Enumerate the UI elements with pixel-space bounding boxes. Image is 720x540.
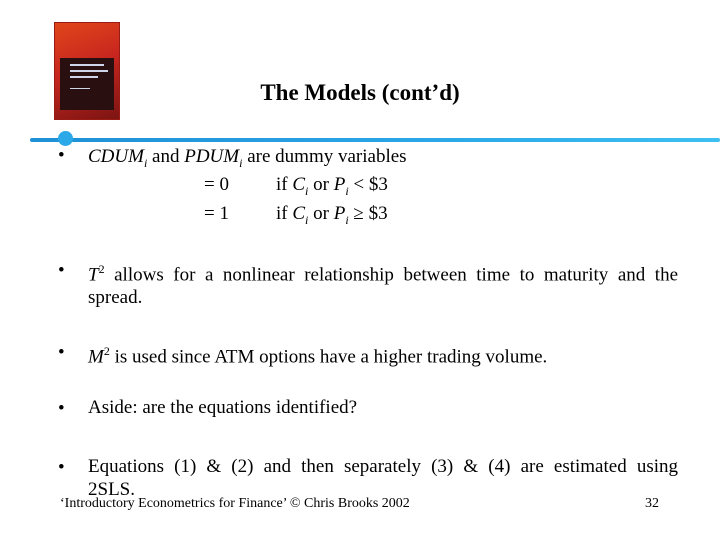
bullet-marker: • bbox=[58, 260, 65, 281]
condition-eq-zero: = 0 bbox=[204, 174, 229, 195]
subscript: i bbox=[345, 212, 349, 227]
text-fragment: is used since ATM options have a higher trading volume. bbox=[109, 346, 548, 368]
subscript: i bbox=[143, 155, 148, 170]
bullet-m-squared bbox=[88, 340, 547, 368]
var-p: P bbox=[333, 203, 346, 224]
bullet-marker: • bbox=[58, 398, 65, 419]
condition-rule-below bbox=[276, 174, 388, 199]
bullet-marker: • bbox=[58, 342, 65, 363]
subscript: i bbox=[345, 183, 349, 198]
text-fragment: or bbox=[308, 174, 334, 195]
book-cover-line bbox=[70, 70, 108, 72]
superscript: 2 bbox=[98, 262, 105, 276]
title-divider-bar bbox=[30, 138, 720, 142]
text-fragment: ≥ $3 bbox=[348, 203, 388, 224]
bullet-t-squared bbox=[88, 258, 678, 309]
footer-source: ‘Introductory Econometrics for Finance’ © Chris Brooks 2002 bbox=[60, 496, 410, 511]
var-pdum: PDUM bbox=[184, 146, 240, 167]
superscript: 2 bbox=[103, 344, 110, 358]
text-fragment: spread. bbox=[88, 287, 143, 309]
subscript: i bbox=[305, 212, 309, 227]
subscript: i bbox=[305, 183, 309, 198]
text-fragment: Equations (1) & (2) and then separately (3) & (4) are estimated using bbox=[88, 456, 678, 477]
bullet-equations-2sls bbox=[88, 455, 678, 501]
text-fragment: if bbox=[276, 203, 293, 224]
text-fragment: if bbox=[276, 174, 293, 195]
divider-dot bbox=[58, 131, 73, 146]
var-c: C bbox=[292, 174, 306, 195]
text-fragment: < $3 bbox=[348, 174, 388, 195]
text-fragment: 2SLS. bbox=[88, 479, 135, 500]
text-fragment: and bbox=[147, 146, 185, 167]
page-number: 32 bbox=[645, 496, 659, 511]
book-cover-line bbox=[70, 76, 98, 78]
text-fragment: or bbox=[308, 203, 334, 224]
text-fragment: are dummy variables bbox=[242, 146, 407, 167]
condition-rule-above bbox=[276, 203, 388, 228]
bullet-marker: • bbox=[58, 457, 65, 478]
book-cover-line bbox=[70, 64, 104, 66]
var-p: P bbox=[333, 174, 346, 195]
bullet-marker: • bbox=[58, 145, 65, 166]
var-t: T bbox=[88, 264, 99, 286]
text-fragment: allows for a nonlinear relationship between time to maturity and the bbox=[104, 264, 678, 286]
subscript: i bbox=[239, 155, 243, 170]
slide-title: The Models (cont’d) bbox=[260, 80, 460, 105]
var-c: C bbox=[292, 203, 306, 224]
condition-eq-one: = 1 bbox=[204, 203, 229, 224]
bullet-dummy-variables bbox=[88, 145, 407, 175]
bullet-aside: Aside: are the equations identified? bbox=[88, 397, 358, 418]
var-m: M bbox=[88, 346, 104, 368]
var-cdum: CDUM bbox=[88, 146, 144, 167]
